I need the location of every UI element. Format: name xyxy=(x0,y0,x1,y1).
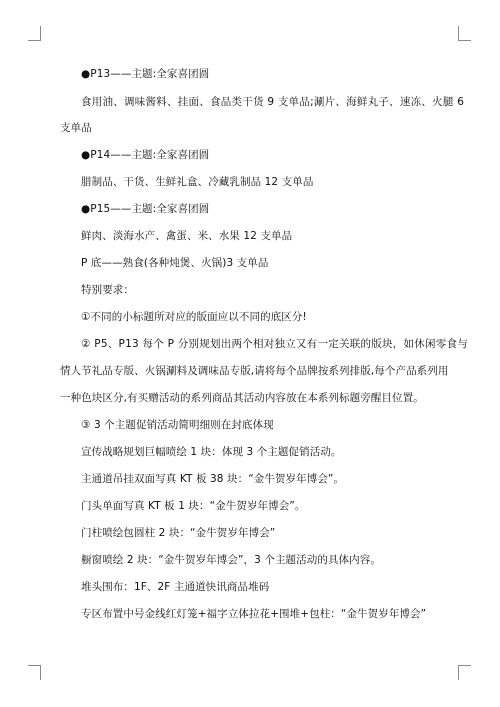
body-text-line: 橱窗喷绘 2 块：“金牛贺岁年博会”，3 个主题活动的具体内容。 xyxy=(81,554,381,566)
body-text-line: 鲜肉、淡海水产、禽蛋、米、水果 12 支单品 xyxy=(81,230,293,242)
section-heading-p13: ●P13——主题:全家喜团圆 xyxy=(81,68,210,80)
body-text-line: 专区布置中号金线红灯笼+福字立体拉花+围堆+包柱：“金牛贺岁年博会” xyxy=(81,608,427,620)
body-text-line: 堆头围布：1F、2F 主通道快讯商品堆码 xyxy=(81,581,270,593)
body-text-line: 门柱喷绘包圆柱 2 块：“金牛贺岁年博会” xyxy=(81,527,276,539)
requirement-item: ③ 3 个主题促销活动简明细则在封底体现 xyxy=(81,419,274,431)
section-heading-p15: ●P15——主题:全家喜团圆 xyxy=(81,203,210,215)
requirement-item: ② P5、P13 每个 P 分别规划出两个相对独立又有一定关联的版块，如休闲零食与 xyxy=(81,338,469,350)
body-text-line: 食用油、调味酱料、挂面、食品类干货 9 支单品;涮片、海鲜丸子、速冻、火腿 6 xyxy=(81,96,465,108)
requirement-item: ①不同的小标题所对应的版面应以不同的底区分! xyxy=(81,311,307,323)
body-text-line: 支单品 xyxy=(60,122,92,134)
body-text-line: 情人节礼品专版、火锅涮料及调味品专版,请将每个品牌按系列排版,每个产品系列用 xyxy=(60,365,449,377)
body-text-line: 门头单面写真 KT 板 1 块：“金牛贺岁年博会”。 xyxy=(81,500,306,512)
special-requirements-heading: 特别要求： xyxy=(81,284,134,296)
body-text-line: 一种色块区分,有买赠活动的系列商品其活动内容放在本系列标题旁醒目位置。 xyxy=(60,392,424,404)
body-text-line: P 底——熟食(各种炖煲、火锅)3 支单品 xyxy=(81,257,269,269)
body-text-line: 主通道吊挂双面写真 KT 板 38 块：“金牛贺岁年博会”。 xyxy=(81,473,345,485)
body-text-line: 腊制品、干货、生鲜礼盒、冷藏乳制品 12 支单品 xyxy=(81,176,314,188)
section-heading-p14: ●P14——主题:全家喜团圆 xyxy=(81,149,210,161)
body-text-line: 宣传战略规划巨幅喷绘 1 块：体现 3 个主题促销活动。 xyxy=(81,446,342,458)
